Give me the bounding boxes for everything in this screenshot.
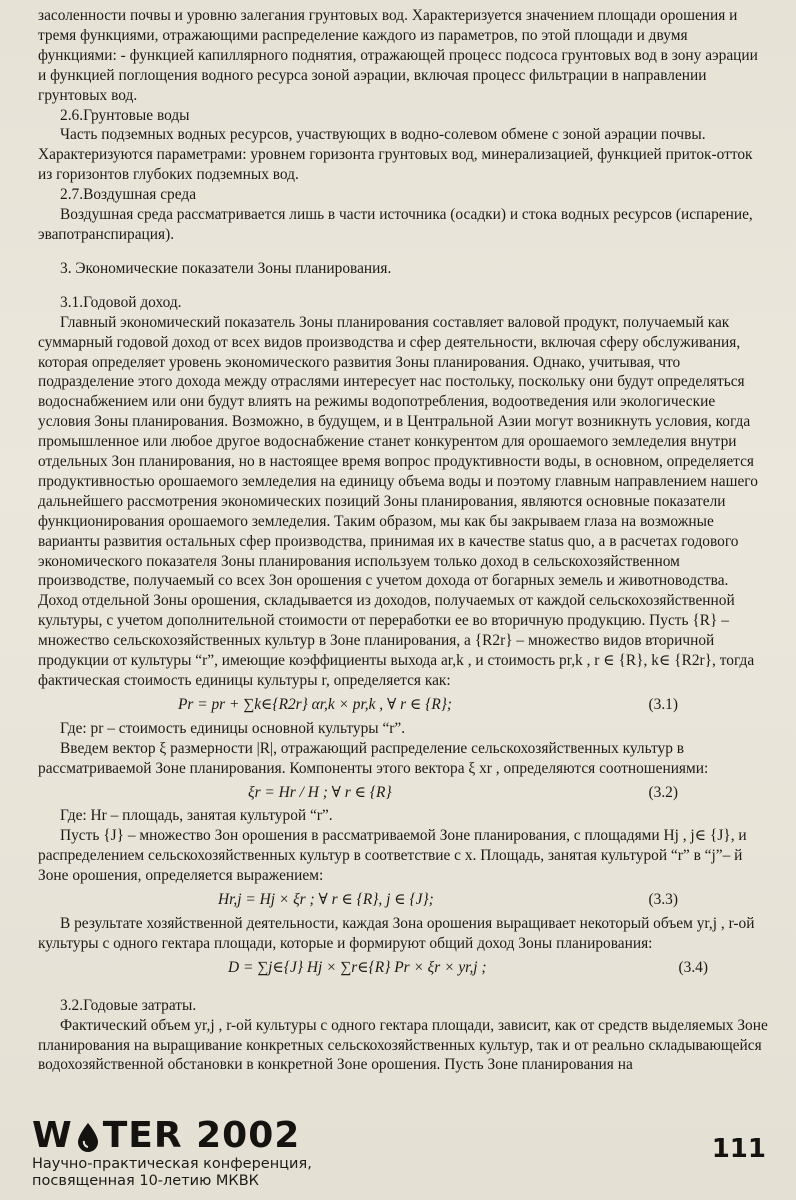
page-footer (32, 1116, 768, 1190)
page-number: 111 (711, 1134, 766, 1164)
formula-3-1 (38, 695, 768, 715)
heading-3-2: 3.2.Годовые затраты. (60, 996, 197, 1014)
water-2002-logo (32, 1116, 768, 1156)
paragraph-result: В результате хозяйственной деятельности, каждая Зона орошения выращивает некоторый объем yr,j , r-ой культуры с одного гектара площади, которые и формируют общий доход Зоны планирования: (38, 914, 755, 952)
formula-3-4-number: (3.4) (678, 958, 708, 976)
formula-3-4-expression: D = ∑j∈{J} Hj × ∑r∈{R} Pr × ξr × yr,j ; (228, 958, 487, 976)
formula-3-3 (38, 890, 768, 910)
formula-3-3-expression: Hr,j = Hj × ξr ; ∀ r ∈ {R}, j ∈ {J}; (218, 891, 434, 909)
paragraph-vector: Введем вектор ξ размерности |R|, отражающий распределение сельскохозяйственных культур в рассматриваемой Зоне планирования. Компоненты этого вектора ξ xr , определяются соотношениями: (38, 739, 709, 777)
heading-2-7: 2.7.Воздушная среда (60, 186, 197, 204)
conference-line-1: Научно-практическая конференция, (32, 1156, 312, 1172)
paragraph-costs: Фактический объем yr,j , r-ой культуры с одного гектара площади, зависит, как от средств выделяемых Зоне планирования на выращивание конкретных сельскохозяйственных культур, так и от реально складывающейся водохозяйственной обстановки в конкретной Зоне орошения. Пусть Зоне планирования на (38, 1016, 768, 1074)
conference-line-2: посвященная 10-летию МКВК (32, 1173, 259, 1189)
paragraph-zones: Пусть {J} – множество Зон орошения в рассматриваемой Зоне планирования, с площадями Hj , j∈ {J}, и распределением сельскохозяйственных культур в соответствие с x. Площадь, занятая культурой “r” в “j”– й Зоне орошения, определяется выражением: (38, 827, 747, 885)
formula-3-2-expression: ξr = Hr / H ; ∀ r ∈ {R} (248, 783, 392, 801)
formula-3-3-number: (3.3) (648, 891, 678, 909)
formula-3-2 (38, 783, 768, 803)
where-3-2: Где: Hr – площадь, занятая культурой “r”. (60, 807, 333, 825)
formula-3-2-number: (3.2) (648, 783, 678, 801)
paragraph-intro: засоленности почвы и уровню залегания грунтовых вод. Характеризуется значением площади орошения и тремя функциями, отражающими распределение каждого из параметров, по этой площади и двумя функциями: - функцией капиллярного поднятия, отражающей процесс подсоса грунтовых вод в зону аэрации и функцией поглощения водного ресурса зоной аэрации, включая процесс фильтрации в направлении грунтовых вод. (38, 7, 758, 104)
water-drop-icon (75, 1121, 101, 1151)
formula-3-4 (38, 958, 768, 978)
logo-text-right: TER 2002 (102, 1115, 301, 1156)
logo-text-left: W (32, 1115, 73, 1156)
formula-3-1-number: (3.1) (648, 695, 678, 713)
paragraph-groundwater: Часть подземных водных ресурсов, участвующих в водно-солевом обмене с зоной аэрации почвы. Характеризуются параметрами: уровнем горизонта грунтовых вод, минерализацией, функцией приток-отток из горизонтов глубоких подземных вод. (38, 126, 753, 184)
heading-3-1: 3.1.Годовой доход. (60, 293, 182, 311)
page-body (38, 6, 768, 1075)
where-3-1: Где: pr – стоимость единицы основной культуры “r”. (60, 719, 406, 737)
paragraph-income: Главный экономический показатель Зоны планирования составляет валовой продукт, получаемый как суммарный годовой доход от всех видов производства и сфер деятельности, включая сферу обслуживания, которая определяет уровень экономического развития Зоны планирования. Однако, учитывая, что подразделение этого дохода между отраслями интересует нас постольку, поскольку они будут определяться водоснабжением или они будут влиять на режимы водопотребления, водоотведения или экологические условия Зоны планирования. Возможно, в будущем, и в Центральной Азии могут возникнуть условия, когда промышленное или любое другое водоснабжение станет конкурентом для орошаемого земледелия внутри отдельных Зон планирования, но в настоящее время вопрос продуктивности воды, в основном, определяется продуктивностью орошаемого земледелия на единицу объема воды и поэтому главным направлением нашего дальнейшего рассмотрения экономических позиций Зоны планирования, являются основные показатели функционирования орошаемого земледелия. Таким образом, мы как бы закрываем глаза на возможные варианты развития остальных сфер производства, принимая их в качестве status quo, а в расчетах годового экономического показателя Зоны планирования используем только доход в сельскохозяйственном производстве, получаемый со всех Зон орошения с учетом дохода от богарных земель и животноводства. Доход отдельной Зоны орошения, складывается из доходов, получаемых от каждой сельскохозяйственной культуры, с учетом дополнительной стоимости от переработки ее во вторичную продукцию. Пусть {R} –множество сельскохозяйственных культур в Зоне планирования, а {R2r} – множество видов вторичной продукции от культуры “r”, имеющие коэффициенты выхода ar,k , и стоимость pr,k , r ∈ {R}, k∈ {R2r}, тогда фактическая стоимость единицы культуры r, определяется как: (38, 313, 758, 689)
heading-2-6: 2.6.Грунтовые воды (60, 106, 190, 124)
paragraph-air: Воздушная среда рассматривается лишь в части источника (осадки) и стока водных ресурсов (испарение, эвапотранспирация). (38, 206, 753, 243)
formula-3-1-expression: Pr = pr + ∑k∈{R2r} αr,k × pr,k , ∀ r ∈ {R}; (178, 695, 453, 713)
heading-3: 3. Экономические показатели Зоны планирования. (60, 259, 392, 277)
